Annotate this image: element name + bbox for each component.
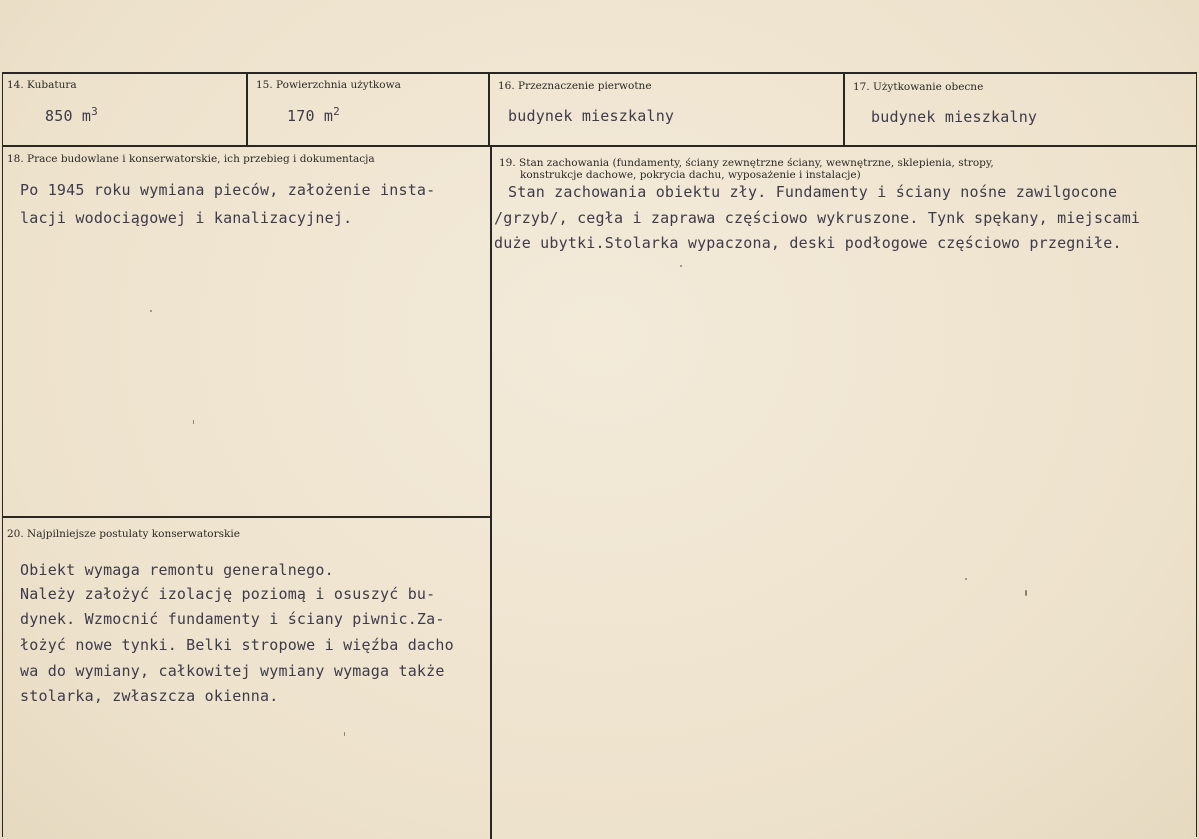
field-15-label: 15. Powierzchnia użytkowa bbox=[256, 79, 401, 91]
row1-divider bbox=[2, 145, 1197, 147]
field-19-label-line-2: konstrukcje dachowe, pokrycia dachu, wyposażenie i instalacje) bbox=[520, 169, 861, 181]
field-20-label: 20. Najpilniejsze postulaty konserwatorskie bbox=[7, 528, 240, 540]
paper-speck bbox=[150, 310, 152, 312]
field-18-line-2: lacji wodociągowej i kanalizacyjnej. bbox=[20, 209, 353, 227]
field-14-unit-exponent: 3 bbox=[91, 105, 98, 118]
field-20-line-1: Obiekt wymaga remontu generalnego. bbox=[20, 561, 334, 579]
col-divider-2 bbox=[488, 72, 490, 147]
field-18-line-1: Po 1945 roku wymiana pieców, założenie insta- bbox=[20, 181, 436, 199]
field-19-line-1: Stan zachowania obiektu zły. Fundamenty i ściany nośne zawilgocone bbox=[508, 183, 1118, 201]
paper-speck bbox=[344, 732, 345, 736]
field-17-value: budynek mieszkalny bbox=[871, 108, 1038, 126]
main-col-divider bbox=[490, 145, 492, 839]
field-20-line-6: stolarka, zwłaszcza okienna. bbox=[20, 687, 279, 705]
field-19-line-2: /grzyb/, cegła i zaprawa częściowo wykruszone. Tynk spękany, miejscami bbox=[494, 209, 1141, 227]
left-edge bbox=[2, 72, 3, 837]
paper-speck bbox=[965, 578, 967, 580]
paper-speck bbox=[680, 265, 682, 267]
field20-divider bbox=[2, 516, 492, 518]
field-18-label: 18. Prace budowlane i konserwatorskie, ich przebieg i dokumentacja bbox=[7, 153, 375, 165]
field-15-unit-exponent: 2 bbox=[333, 105, 340, 118]
col-divider-1 bbox=[246, 72, 248, 147]
field-20-line-5: wa do wymiany, całkowitej wymiany wymaga także bbox=[20, 662, 445, 680]
field-16-value: budynek mieszkalny bbox=[508, 107, 675, 125]
field-20-line-3: dynek. Wzmocnić fundamenty i ściany piwnic.Za- bbox=[20, 610, 445, 628]
field-17-label: 17. Użytkowanie obecne bbox=[853, 81, 984, 93]
field-14-label: 14. Kubatura bbox=[7, 79, 77, 91]
field-14-value bbox=[45, 105, 98, 125]
top-rule bbox=[2, 72, 1197, 74]
col-divider-3 bbox=[843, 72, 845, 147]
field-15-value bbox=[287, 105, 340, 125]
right-edge bbox=[1196, 72, 1197, 837]
field-15-number: 170 m bbox=[287, 107, 334, 125]
field-19-label-line-1: 19. Stan zachowania (fundamenty, ściany zewnętrzne ściany, wewnętrzne, sklepienia, stropy, bbox=[499, 157, 994, 169]
field-20-line-4: łożyć nowe tynki. Belki stropowe i więźba dacho bbox=[20, 636, 454, 654]
field-16-label: 16. Przeznaczenie pierwotne bbox=[498, 80, 652, 92]
paper-speck bbox=[193, 420, 194, 424]
field-14-number: 850 m bbox=[45, 107, 92, 125]
field-19-line-3: duże ubytki.Stolarka wypaczona, deski podłogowe częściowo przegniłe. bbox=[494, 234, 1122, 252]
paper-speck bbox=[1025, 590, 1027, 596]
field-20-line-2: Należy założyć izolację poziomą i osuszyć bu- bbox=[20, 585, 436, 603]
